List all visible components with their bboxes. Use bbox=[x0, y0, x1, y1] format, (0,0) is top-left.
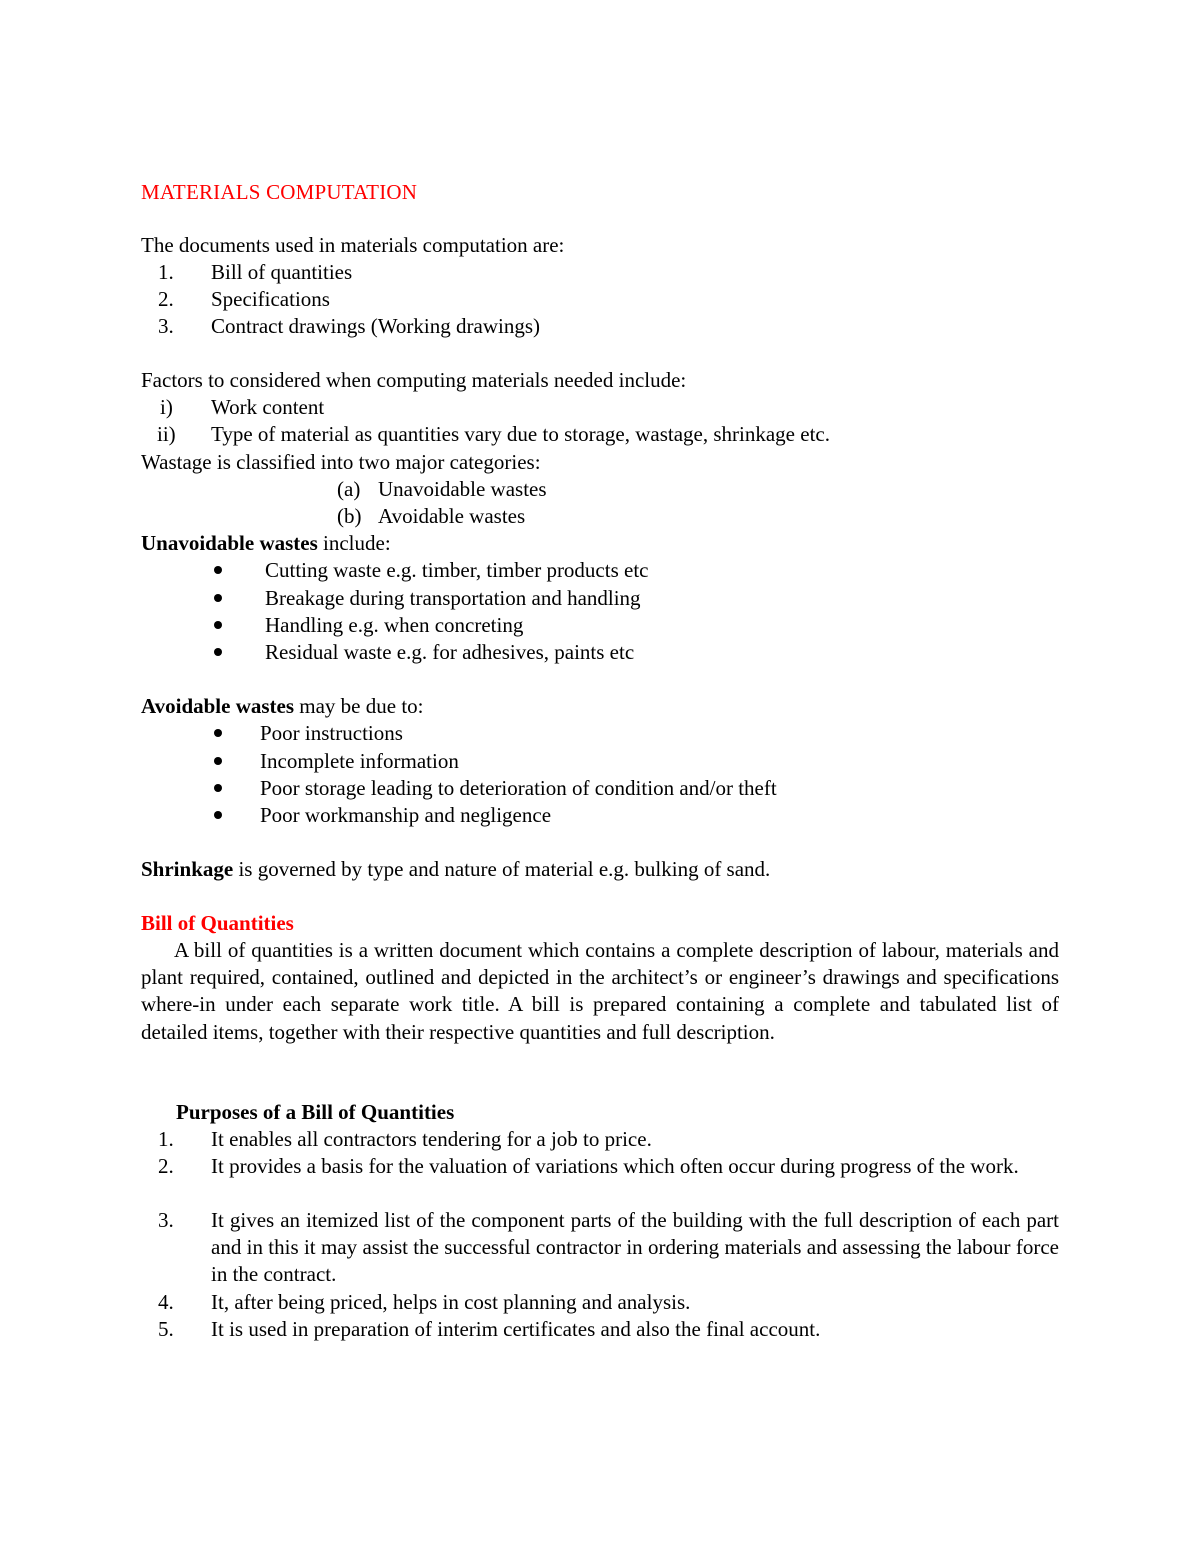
wastage-item-marker: (b) bbox=[337, 504, 362, 528]
purposes-item-text: It provides a basis for the valuation of variations which often occur during progress of the work. bbox=[211, 1154, 1019, 1178]
purposes-item-text: It, after being priced, helps in cost planning and analysis. bbox=[211, 1290, 691, 1314]
purposes-item-marker: 1. bbox=[158, 1127, 174, 1151]
purposes-heading: Purposes of a Bill of Quantities bbox=[176, 1100, 455, 1124]
factors-item-text: Type of material as quantities vary due to storage, wastage, shrinkage etc. bbox=[211, 422, 830, 446]
documents-item-marker: 2. bbox=[158, 287, 174, 311]
boq-heading: Bill of Quantities bbox=[141, 911, 294, 935]
wastage-item-text: Avoidable wastes bbox=[378, 504, 526, 528]
wastage-item-text: Unavoidable wastes bbox=[378, 477, 547, 501]
bullet-icon bbox=[214, 648, 222, 656]
boq-paragraph bbox=[141, 937, 1059, 1046]
avoidable-item: Poor workmanship and negligence bbox=[260, 803, 552, 827]
wastage-intro: Wastage is classified into two major categories: bbox=[141, 450, 541, 474]
shrinkage-line bbox=[141, 856, 770, 883]
documents-item-marker: 3. bbox=[158, 314, 174, 338]
avoidable-item: Poor storage leading to deterioration of condition and/or theft bbox=[260, 776, 777, 800]
unavoidable-item: Cutting waste e.g. timber, timber products etc bbox=[265, 558, 649, 582]
shrinkage-term: Shrinkage bbox=[141, 857, 234, 881]
documents-item-text: Bill of quantities bbox=[211, 260, 353, 284]
documents-item-text: Specifications bbox=[211, 287, 330, 311]
factors-item-marker: i) bbox=[160, 395, 173, 419]
bullet-icon bbox=[214, 729, 222, 737]
avoidable-heading bbox=[141, 693, 424, 720]
unavoidable-heading bbox=[141, 530, 391, 557]
avoidable-item: Incomplete information bbox=[260, 749, 459, 773]
bullet-icon bbox=[214, 811, 222, 819]
page-title: MATERIALS COMPUTATION bbox=[141, 180, 418, 204]
bullet-icon bbox=[214, 621, 222, 629]
purposes-item-text: It enables all contractors tendering for a job to price. bbox=[211, 1127, 652, 1151]
factors-intro: Factors to considered when computing materials needed include: bbox=[141, 368, 687, 392]
bullet-icon bbox=[214, 757, 222, 765]
avoidable-item: Poor instructions bbox=[260, 721, 403, 745]
documents-intro: The documents used in materials computation are: bbox=[141, 233, 565, 257]
bullet-icon bbox=[214, 566, 222, 574]
factors-item-text: Work content bbox=[211, 395, 325, 419]
purposes-item-marker: 2. bbox=[158, 1154, 174, 1178]
wastage-item-marker: (a) bbox=[337, 477, 361, 501]
documents-item-text: Contract drawings (Working drawings) bbox=[211, 314, 540, 338]
purposes-item-marker: 3. bbox=[158, 1208, 174, 1232]
avoidable-term: Avoidable wastes bbox=[141, 694, 295, 718]
unavoidable-item: Residual waste e.g. for adhesives, paints etc bbox=[265, 640, 635, 664]
purposes-item-marker: 4. bbox=[158, 1290, 174, 1314]
purposes-item-text: It gives an itemized list of the component parts of the building with the full description of each part and in this it may assist the successful contractor in ordering materials and assessing the labour force in the contract. bbox=[211, 1208, 1059, 1287]
factors-item-marker: ii) bbox=[157, 422, 176, 446]
shrinkage-rest: is governed by type and nature of material e.g. bulking of sand. bbox=[233, 857, 771, 881]
bullet-icon bbox=[214, 784, 222, 792]
avoidable-rest: may be due to: bbox=[294, 694, 424, 718]
purposes-item-marker: 5. bbox=[158, 1317, 174, 1341]
documents-item-marker: 1. bbox=[158, 260, 174, 284]
unavoidable-term: Unavoidable wastes bbox=[141, 531, 318, 555]
purposes-item-text: It is used in preparation of interim certificates and also the final account. bbox=[211, 1317, 821, 1341]
bullet-icon bbox=[214, 594, 222, 602]
unavoidable-rest: include: bbox=[317, 531, 391, 555]
unavoidable-item: Breakage during transportation and handling bbox=[265, 586, 641, 610]
unavoidable-item: Handling e.g. when concreting bbox=[265, 613, 524, 637]
boq-paragraph-text: A bill of quantities is a written document which contains a complete description of labour, materials and plant required, contained, outlined and depicted in the architect’s or engineer’s drawings and specifications where-in under each separate work title. A bill is prepared containing a complete and tabulated list of detailed items, together with their respective quantities and full description. bbox=[141, 938, 1059, 1044]
